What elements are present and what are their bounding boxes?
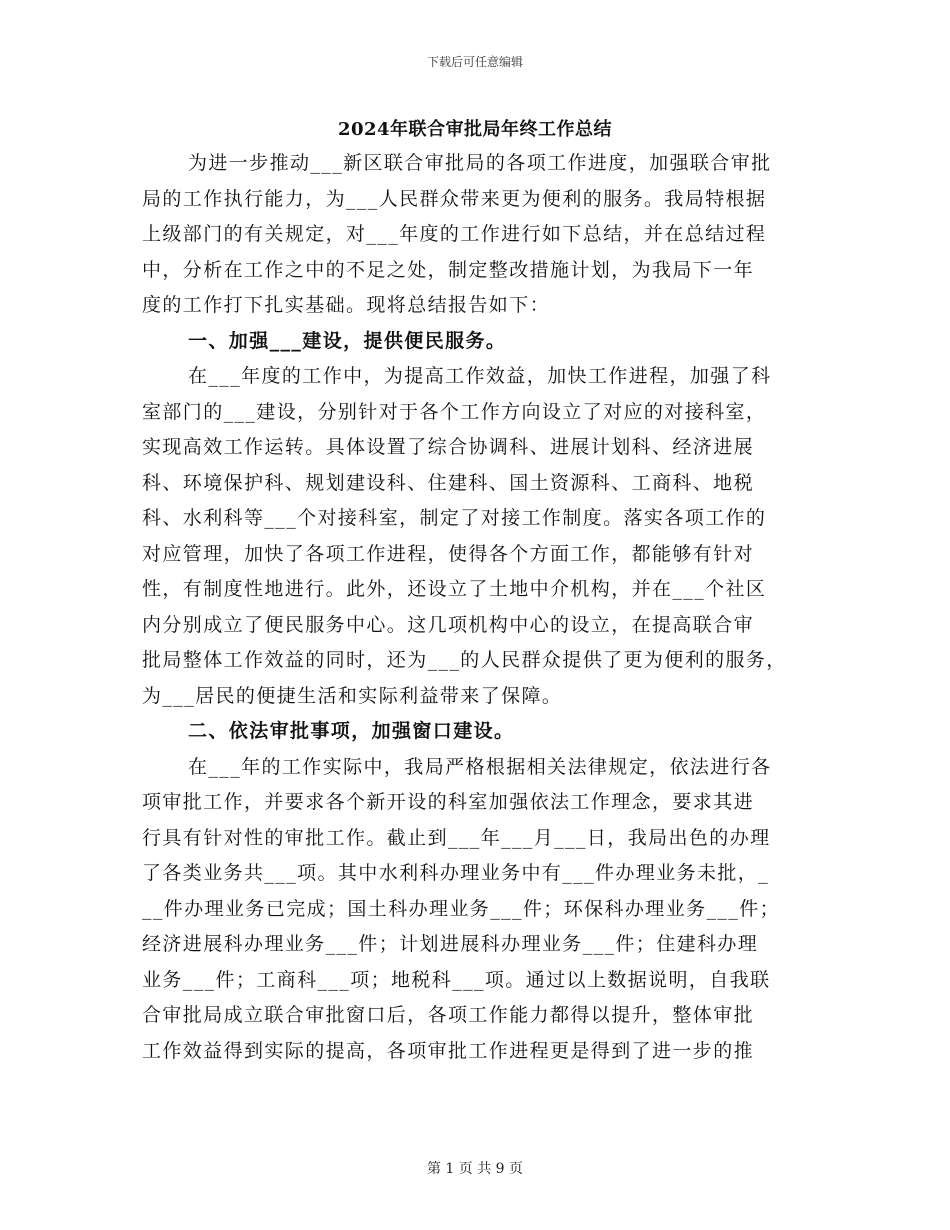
download-note: 下载后可任意编辑 [426,55,523,69]
paragraph-line: __件办理业务已完成；国土科办理业务___件；环保科办理业务___件； [142,897,781,920]
section-heading-1: 一、加强___建设，提供便民服务。 [188,329,507,352]
paragraph-line: 内分别成立了便民服务中心。这几项机构中心的设立，在提高联合审 [142,613,755,636]
paragraph-line: 工作效益得到实际的提高，各项审批工作进程更是得到了进一步的推 [142,1039,755,1062]
paragraph-line: 项审批工作，并要求各个新开设的科室加强依法工作理念，要求其进 [142,791,755,813]
paragraph-line: 了各类业务共___项。其中水利科办理业务中有___件办理业务未批，_ [142,862,770,884]
paragraph-line: 局的工作执行能力，为___人民群众带来更为便利的服务。我局特根据 [142,187,767,210]
paragraph-line: 性，有制度性地进行。此外，还设立了土地中介机构，并在___个社区 [142,578,767,600]
paragraph-line: 在___年度的工作中，为提高工作效益，加快工作进程，加强了科 [188,365,772,387]
paragraph-line: 经济进展科办理业务___件；计划进展科办理业务___件；住建科办理 [142,933,759,955]
paragraph-line: 度的工作打下扎实基础。现将总结报告如下： [142,294,551,316]
document-title: 2024年联合审批局年终工作总结 [337,119,613,140]
document-body [142,146,802,1069]
page-number: 第 1 页 共 9 页 [426,1161,524,1177]
paragraph-line: 上级部门的有关规定，对___年度的工作进行如下总结，并在总结过程 [142,223,767,245]
paragraph-line: 科、水利科等___个对接科室，制定了对接工作制度。落实各项工作的 [142,507,767,529]
paragraph-line: 在___年的工作实际中，我局严格根据相关法律规定，依法进行各 [188,755,772,778]
section-heading-2: 二、依法审批事项，加强窗口建设。 [188,720,515,742]
paragraph-line: 科、环境保护科、规划建设科、住建科、国土资源科、工商科、地税 [142,471,755,494]
paragraph-line: 业务___件；工商科___项；地税科___项。通过以上数据说明，自我联 [142,968,771,991]
paragraph-line: 中，分析在工作之中的不足之处，制定整改措施计划，为我局下一年 [142,258,755,281]
paragraph-line: 室部门的___建设，分别针对于各个工作方向设立了对应的对接科室， [142,400,767,423]
paragraph-line: 合审批局成立联合审批窗口后，各项工作能力都得以提升，整体审批 [142,1004,755,1026]
paragraph-line: 批局整体工作效益的同时，还为___的人民群众提供了更为便利的服务， [142,649,787,671]
paragraph-line: 为___居民的便捷生活和实际利益带来了保障。 [142,684,563,707]
paragraph-line: 对应管理，加快了各项工作进程，使得各个方面工作，都能够有针对 [142,542,755,565]
paragraph-line: 行具有针对性的审批工作。截止到___年___月___日，我局出色的办理 [142,826,771,849]
paragraph-line: 实现高效工作运转。具体设置了综合协调科、进展计划科、经济进展 [142,436,755,458]
paragraph-line: 为进一步推动___新区联合审批局的各项工作进度，加强联合审批 [188,152,772,174]
